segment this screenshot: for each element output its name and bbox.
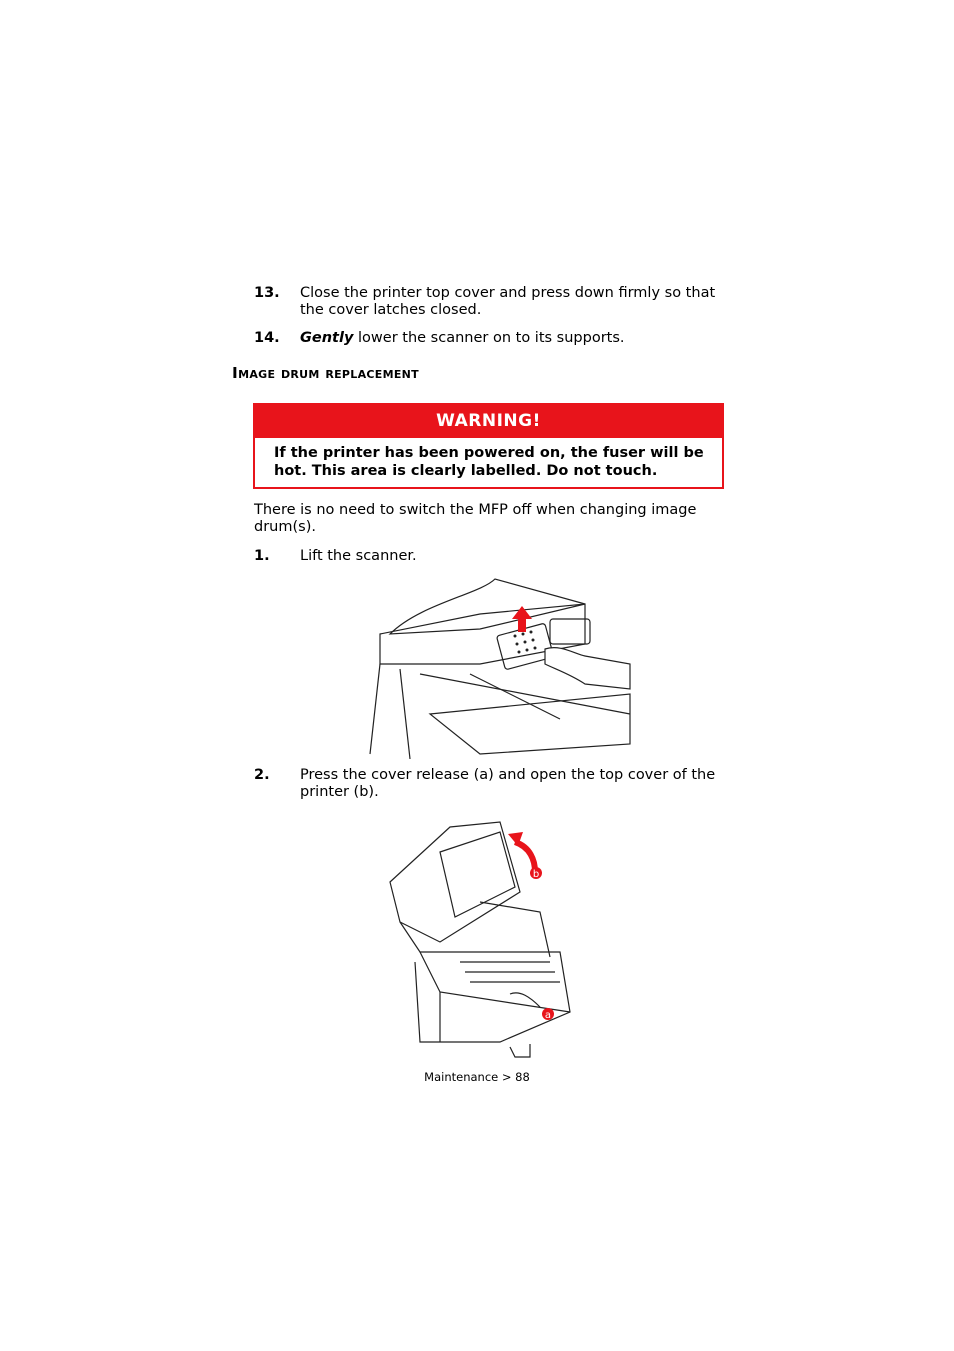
page-footer: Maintenance > 88	[424, 1070, 530, 1084]
step-text: Press the cover release (a) and open the top cover of the printer (b).	[300, 767, 716, 800]
step-text-rest: lower the scanner on to its supports.	[353, 330, 625, 346]
step-number: 1.	[254, 548, 270, 564]
step-1	[254, 548, 724, 565]
step-number: 2.	[254, 767, 270, 783]
warning-text: If the printer has been powered on, the fuser will be hot. This area is clearly labelled. Do not touch.	[274, 445, 704, 479]
step-number: 14.	[254, 330, 280, 346]
step-14	[254, 330, 724, 347]
lift-scanner-illustration	[360, 574, 635, 759]
callout-b: b	[532, 869, 540, 880]
step-2	[254, 767, 724, 801]
step-13	[254, 285, 724, 319]
callout-a: a	[544, 1010, 552, 1021]
step-number: 13.	[254, 285, 280, 301]
step-text: Lift the scanner.	[300, 548, 417, 564]
step-text	[300, 330, 724, 347]
section-heading: Image drum replacement	[232, 364, 419, 382]
open-top-cover-illustration	[380, 812, 575, 1062]
warning-title: WARNING!	[255, 405, 722, 438]
intro-paragraph: There is no need to switch the MFP off when changing image drum(s).	[254, 502, 697, 535]
warning-box	[253, 403, 724, 489]
step-emphasis: Gently	[300, 330, 354, 346]
step-text: Close the printer top cover and press down firmly so that the cover latches closed.	[300, 285, 716, 318]
